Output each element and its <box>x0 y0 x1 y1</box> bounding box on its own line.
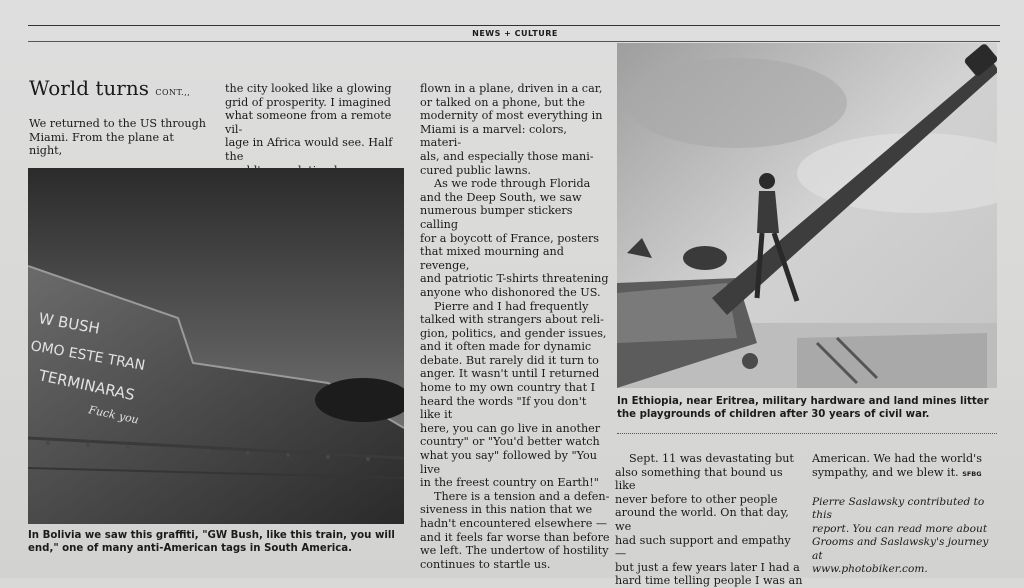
col3-line: continues to startle us. <box>420 557 551 571</box>
col3-line: home to my own country that I <box>420 381 596 395</box>
bolivia-train-photo <box>28 168 404 524</box>
caption-line: the playgrounds of children after 30 years of civil war. <box>617 409 930 420</box>
credit-line: Grooms and Saslawsky's journey at <box>812 536 989 562</box>
col3-line: here, you can go live in another <box>420 421 601 435</box>
credit-line: Pierre Saslawsky contributed to this <box>812 496 985 522</box>
graffiti-line: TERMINARAS <box>37 366 137 405</box>
graffiti-line: Fuck you <box>87 403 140 427</box>
credit-line: report. You can read more about <box>812 522 988 535</box>
section-label: NEWS + CULTURE <box>472 29 558 38</box>
col3-line: gion, politics, and gender issues, <box>420 326 607 340</box>
author-credit <box>812 496 1002 576</box>
col3-line: As we rode through Florida <box>434 177 591 191</box>
col3-line: anger. It wasn't until I returned <box>420 367 600 381</box>
col3-line: and patriotic T-shirts threatening <box>420 272 609 286</box>
headline <box>29 76 190 100</box>
col5-line: American. We had the world's <box>812 452 982 465</box>
col3-line: and the Deep South, we saw <box>420 190 582 204</box>
col2-line: lage in Africa would see. Half the <box>225 136 393 163</box>
column-3 <box>420 82 610 571</box>
col2-line: what someone from a remote vil- <box>225 109 392 136</box>
column-1 <box>29 117 209 158</box>
col4-line: but just a few years later I had a <box>615 560 800 574</box>
col3-line: hadn't encountered elsewhere — <box>420 517 608 530</box>
top-rule <box>28 25 1000 26</box>
col3-line: siveness in this nation that we <box>420 503 593 517</box>
column-4 <box>615 452 805 588</box>
col3-line: There is a tension and a defen- <box>434 489 610 503</box>
col4-line: had such support and empathy — <box>615 533 791 561</box>
col3-line: what you say" followed by "You live <box>420 449 597 476</box>
col3-line: and it feels far worse than before <box>420 530 610 544</box>
graffiti-line: W BUSH <box>37 309 102 338</box>
col2-line: the city looked like a glowing <box>225 82 392 95</box>
column-2 <box>225 82 410 177</box>
col2-line: grid of prosperity. I imagined <box>225 95 391 109</box>
col4-line: Sept. 11 was devastating but <box>629 452 794 465</box>
bolivia-caption <box>28 529 408 555</box>
col3-line: anyone who dishonored the US. <box>420 285 601 299</box>
col3-line: or talked on a phone, but the <box>420 95 586 109</box>
col1-line: Miami. From the plane at night, <box>29 130 174 158</box>
caption-divider <box>617 433 997 434</box>
sfbg-tag: SFBG <box>962 469 982 478</box>
col3-line: in the freest country on Earth!" <box>420 476 599 490</box>
col3-line: country" or "You'd better watch <box>420 435 600 449</box>
col4-line: around the world. On that day, we <box>615 506 789 533</box>
col3-line: Pierre and I had frequently <box>434 299 589 313</box>
graffiti-line: OMO ESTE TRAN <box>29 338 147 375</box>
caption-line: In Bolivia we saw this graffiti, "GW Bush, like this train, you will <box>28 530 395 541</box>
caption-line: end," one of many anti-American tags in South America. <box>28 543 353 554</box>
col1-line: We returned to the US through <box>29 117 206 130</box>
section-rule <box>28 41 1000 42</box>
ethiopia-tank-photo <box>617 43 997 388</box>
credit-line: www.photobiker.com. <box>812 563 928 576</box>
col3-line: heard the words "If you don't like it <box>420 394 587 422</box>
headline-cont: CONT.,, <box>155 88 191 97</box>
col3-line: flown in a plane, driven in a car, <box>420 82 603 95</box>
col3-line: for a boycott of France, posters <box>420 231 600 245</box>
ethiopia-caption <box>617 395 1007 421</box>
col3-line: Miami is a marvel: colors, materi- <box>420 122 567 150</box>
tank-children-image <box>617 43 997 388</box>
col4-line: never before to other people <box>615 492 778 506</box>
col3-line: numerous bumper stickers calling <box>420 204 573 231</box>
caption-line: In Ethiopia, near Eritrea, military hardware and land mines litter <box>617 396 989 407</box>
col3-line: modernity of most everything in <box>420 109 603 123</box>
train-graffiti-image <box>28 168 404 524</box>
col3-line: we left. The undertow of hostility <box>420 544 609 558</box>
headline-title: World turns <box>29 76 149 100</box>
col5-line <box>812 466 1002 482</box>
col4-line: hard time telling people I was an <box>615 574 803 588</box>
col5-text: sympathy, and we blew it. <box>812 465 959 479</box>
col3-line: and it often made for dynamic <box>420 340 592 354</box>
col3-line: als, and especially those mani- <box>420 149 594 163</box>
col3-line: that mixed mourning and revenge, <box>420 245 564 272</box>
column-5 <box>812 452 1002 481</box>
col4-line: also something that bound us like <box>615 465 783 493</box>
col3-line: debate. But rarely did it turn to <box>420 353 599 367</box>
col3-line: talked with strangers about reli- <box>420 313 604 327</box>
col3-line: cured public lawns. <box>420 163 531 177</box>
